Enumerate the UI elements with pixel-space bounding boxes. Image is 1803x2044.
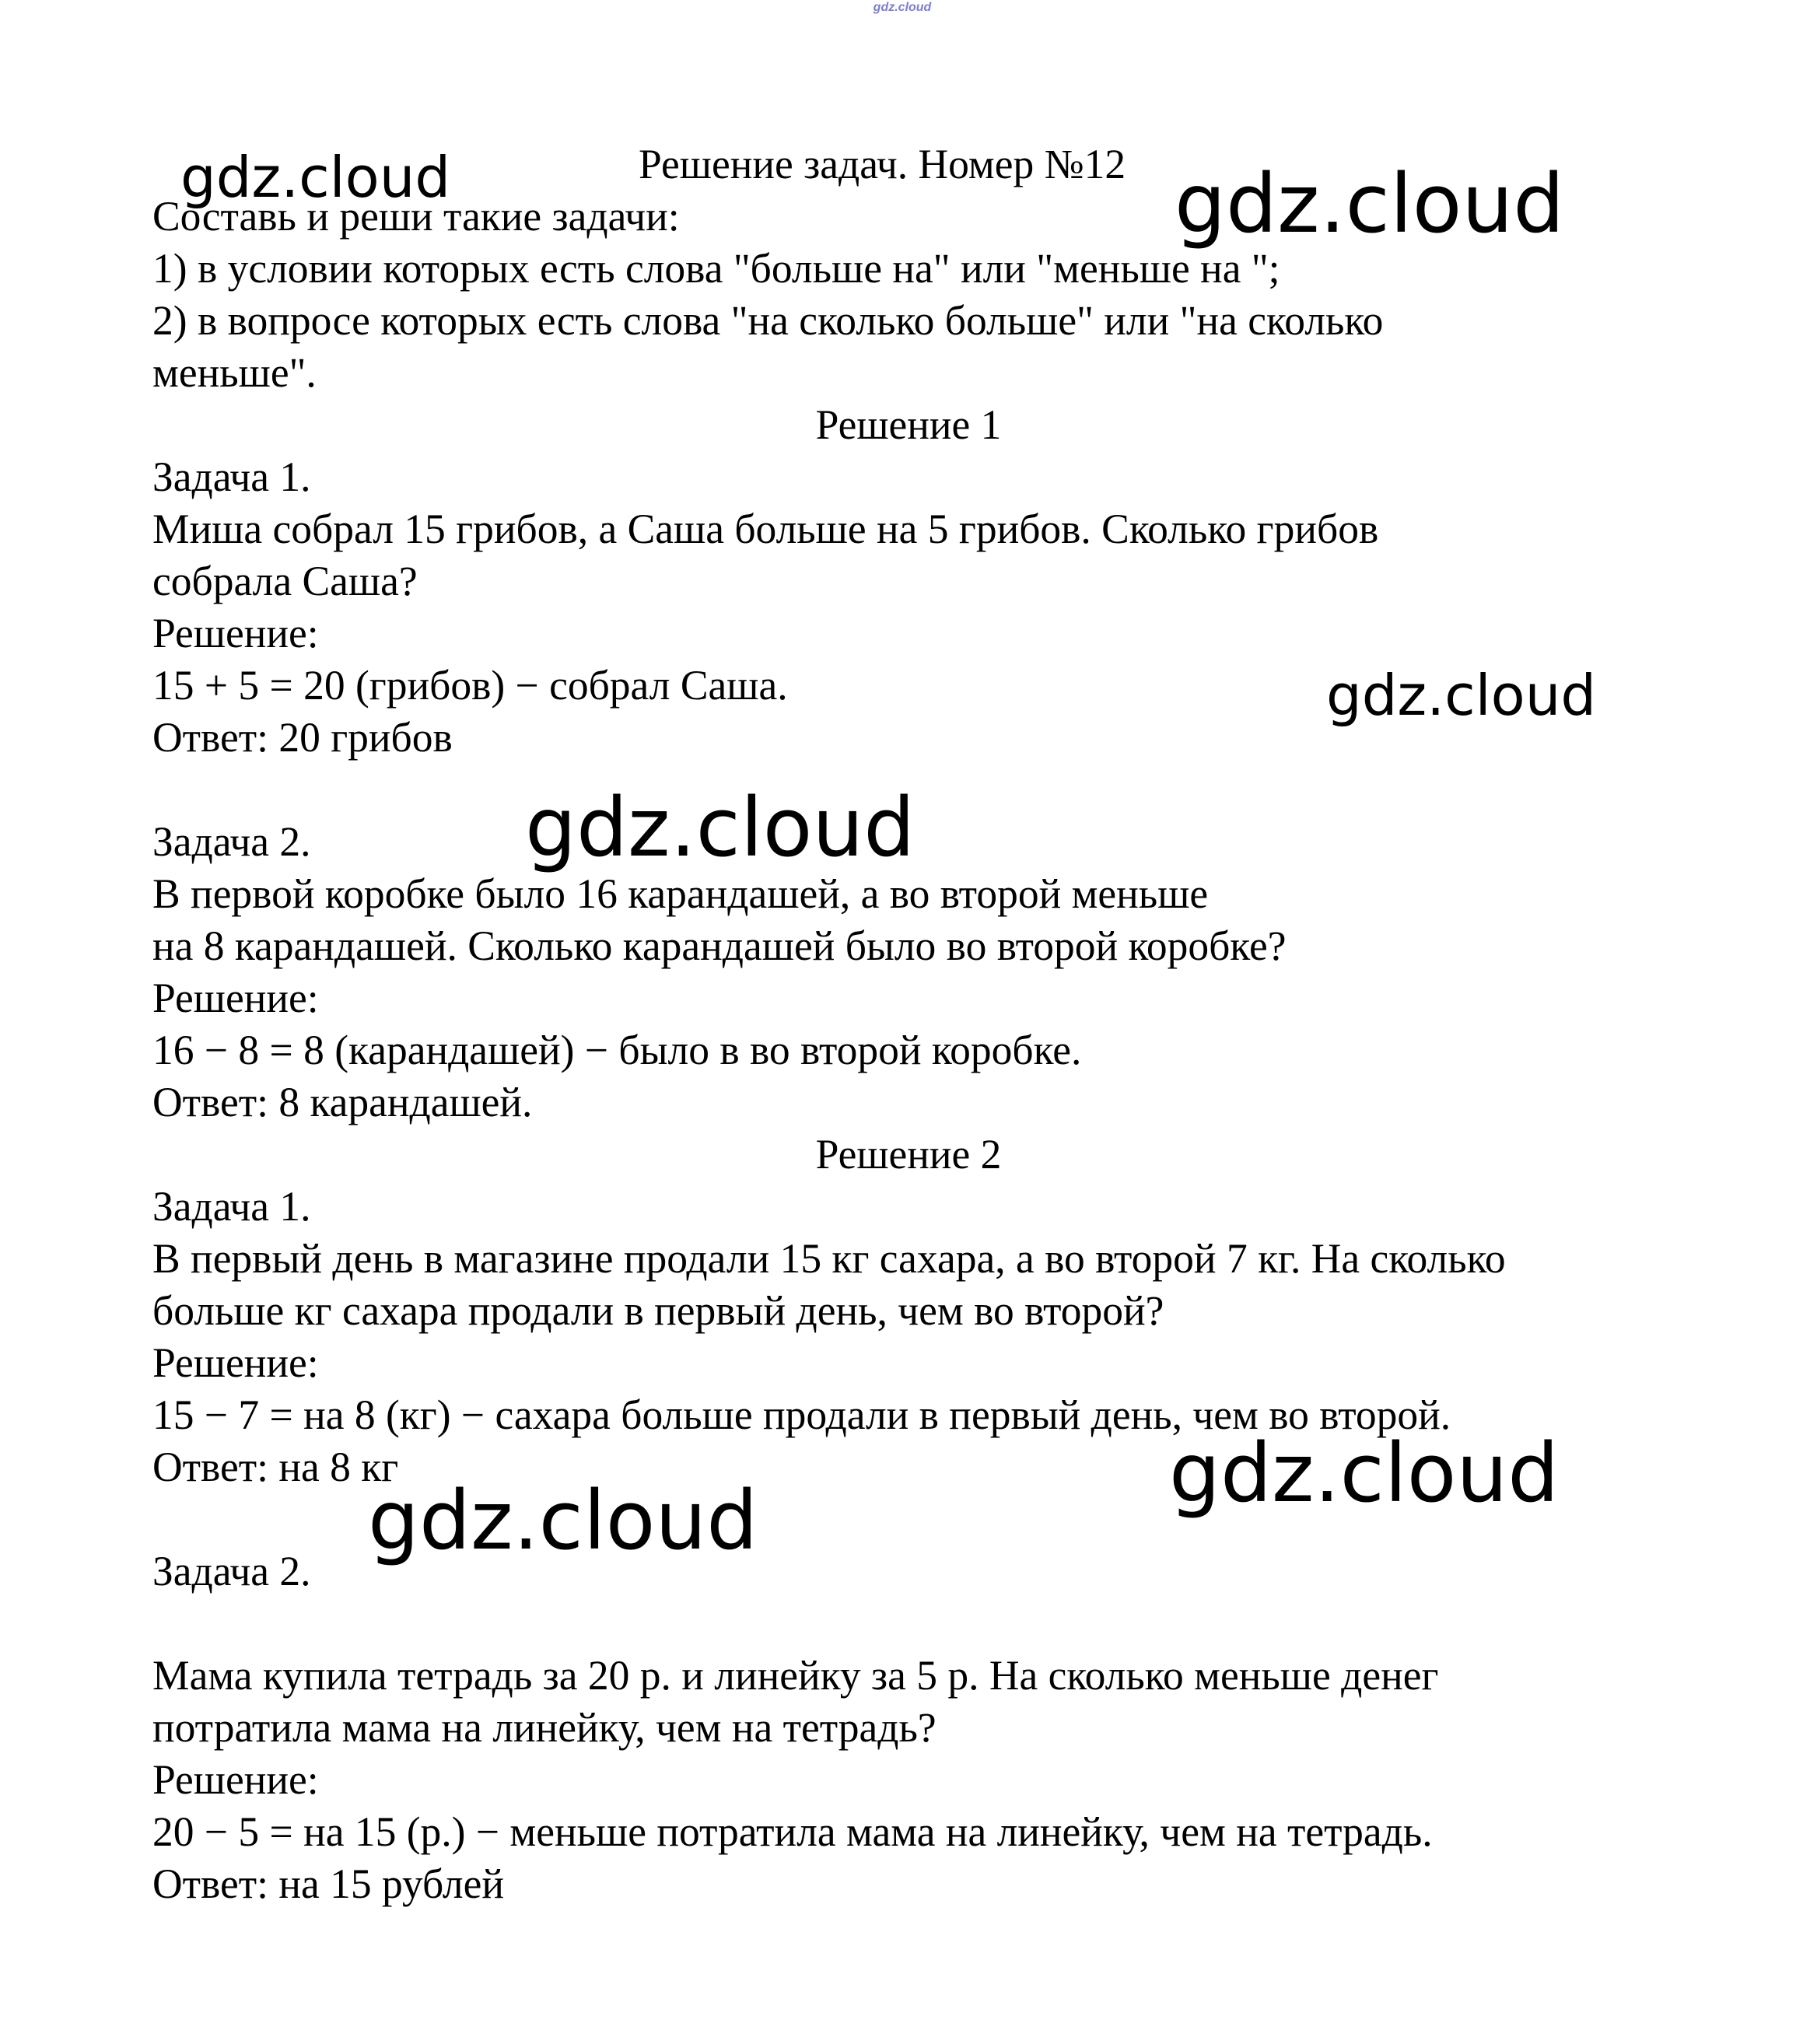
blank-line bbox=[152, 1598, 1708, 1650]
task-label: Задача 1. bbox=[152, 1183, 311, 1230]
answer: Ответ: на 15 рублей bbox=[152, 1860, 505, 1907]
task-text: собрала Саша? bbox=[152, 558, 418, 604]
solution-label: Решение: bbox=[152, 610, 319, 656]
solution2-heading: Решение 2 bbox=[815, 1131, 1002, 1178]
intro-line: 2) в вопросе которых есть слова "на сколько больше" или "на сколько bbox=[152, 297, 1384, 344]
task-label: Задача 2. bbox=[152, 818, 311, 865]
watermark-logo: gdz.cloud bbox=[368, 1473, 758, 1568]
watermark-logo: gdz.cloud bbox=[525, 780, 916, 875]
watermark-logo: gdz.cloud bbox=[1169, 1426, 1560, 1521]
watermark-logo: gdz.cloud bbox=[180, 145, 451, 210]
task-text: В первый день в магазине продали 15 кг сахара, а во второй 7 кг. На сколько bbox=[152, 1235, 1506, 1282]
answer: Ответ: 8 карандашей. bbox=[152, 1079, 533, 1125]
top-watermark: gdz.cloud bbox=[873, 1, 932, 14]
task-text: потратила мама на линейку, чем на тетрадь? bbox=[152, 1704, 937, 1751]
task-text: Мама купила тетрадь за 20 р. и линейку за 5 р. На сколько меньше денег bbox=[152, 1652, 1439, 1699]
document-body bbox=[152, 138, 1708, 1910]
task-text: на 8 карандашей. Сколько карандашей было во второй коробке? bbox=[152, 922, 1287, 969]
solution-label: Решение: bbox=[152, 1339, 319, 1386]
intro-line: Составь и реши такие задачи: bbox=[152, 193, 680, 240]
answer: Ответ: на 8 кг bbox=[152, 1444, 399, 1490]
document-title: Решение задач. Номер №12 bbox=[639, 141, 1126, 187]
solution-label: Решение: bbox=[152, 975, 319, 1021]
calculation: 15 − 7 = на 8 (кг) − сахара больше продали в первый день, чем во второй. bbox=[152, 1391, 1451, 1438]
task-text: В первой коробке было 16 карандашей, а во второй меньше bbox=[152, 870, 1209, 917]
task-label: Задача 2. bbox=[152, 1548, 311, 1594]
intro-line: меньше". bbox=[152, 349, 317, 396]
intro-line: 1) в условии которых есть слова "больше на" или "меньше на "; bbox=[152, 245, 1280, 292]
answer: Ответ: 20 грибов bbox=[152, 714, 453, 761]
calculation: 20 − 5 = на 15 (р.) − меньше потратила мама на линейку, чем на тетрадь. bbox=[152, 1808, 1433, 1855]
watermark-logo: gdz.cloud bbox=[1175, 156, 1565, 251]
task-text: Миша собрал 15 грибов, а Саша больше на 5 грибов. Сколько грибов bbox=[152, 506, 1379, 552]
task-label: Задача 1. bbox=[152, 453, 311, 500]
task-text: больше кг сахара продали в первый день, чем во второй? bbox=[152, 1287, 1164, 1334]
solution-label: Решение: bbox=[152, 1756, 319, 1803]
watermark-logo: gdz.cloud bbox=[1326, 663, 1597, 728]
blank-line bbox=[152, 764, 1708, 816]
calculation: 15 + 5 = 20 (грибов) − собрал Саша. bbox=[152, 662, 788, 709]
calculation: 16 − 8 = 8 (карандашей) − было в во второй коробке. bbox=[152, 1027, 1082, 1073]
solution1-heading: Решение 1 bbox=[815, 401, 1002, 448]
